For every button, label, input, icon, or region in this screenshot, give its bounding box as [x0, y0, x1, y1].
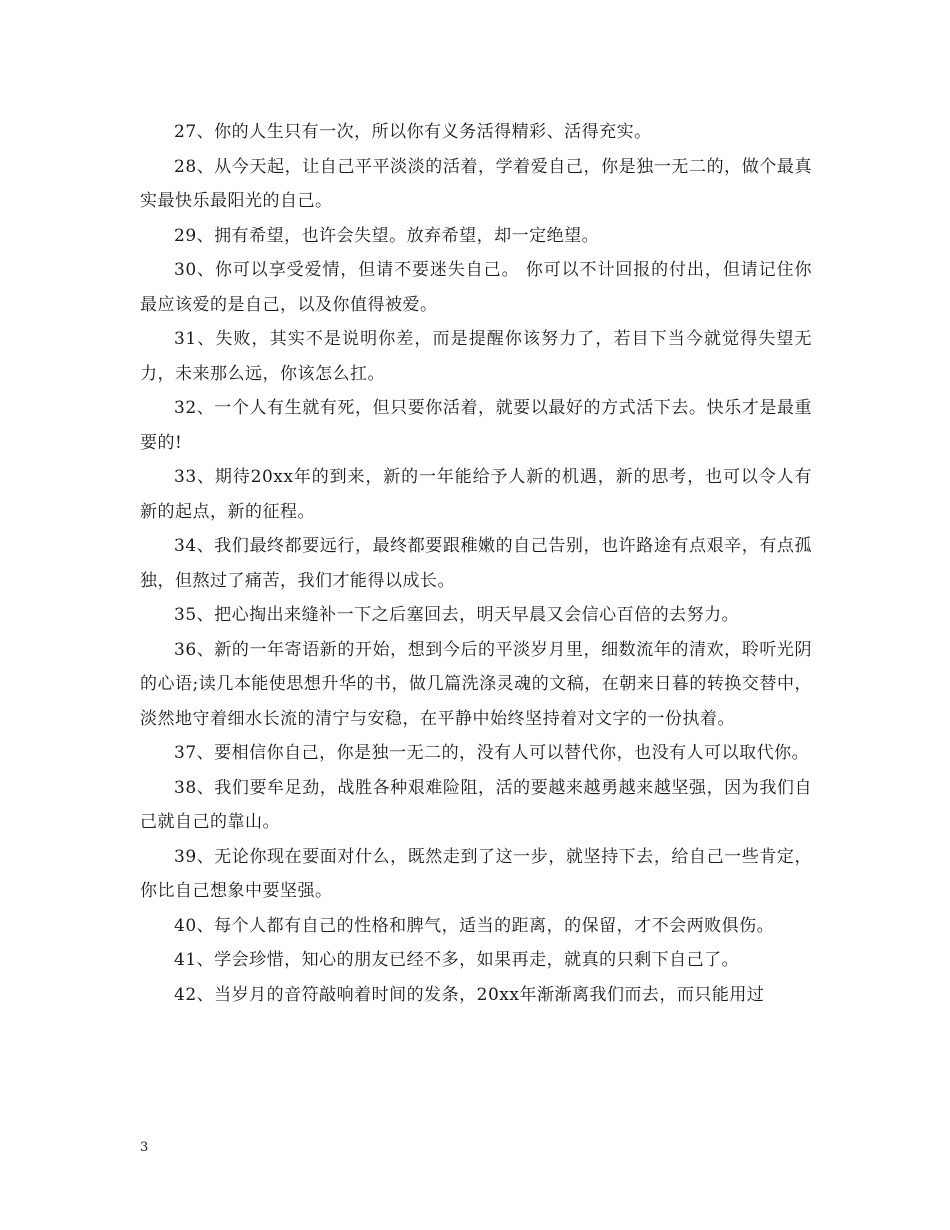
paragraph-34: 34、我们最终都要远行，最终都要跟稚嫩的自己告别，也许路途有点艰辛，有点孤独，但熬过了痛苦，我们才能得以成长。	[140, 536, 812, 591]
paragraph-37: 37、要相信你自己，你是独一无二的，没有人可以替代你，也没有人可以取代你。	[174, 743, 810, 763]
document-body	[140, 115, 812, 1012]
page-number: 3	[140, 1140, 149, 1155]
paragraph-33: 33、期待20xx年的到来，新的一年能给予人新的机遇，新的思考，也可以令人有新的起点，新的征程。	[140, 467, 812, 522]
paragraph-35: 35、把心掏出来缝补一下之后塞回去，明天早晨又会信心百倍的去努力。	[174, 605, 740, 625]
paragraph-30: 30、你可以享受爱情，但请不要迷失自己。 你可以不计回报的付出，但请记住你最应该爱的是自己，以及你值得被爱。	[140, 260, 812, 315]
paragraph-32: 32、一个人有生就有死，但只要你活着，就要以最好的方式活下去。快乐才是最重要的!	[140, 398, 812, 453]
paragraph-38: 38、我们要牟足劲，战胜各种艰难险阻，活的要越来越勇越来越坚强，因为我们自己就自己的靠山。	[140, 777, 812, 832]
paragraph-29: 29、拥有希望，也许会失望。放弃希望，却一定绝望。	[174, 225, 600, 246]
paragraph-40: 40、每个人都有自己的性格和脾气，适当的距离，的保留，才不会两败俱伤。	[174, 915, 775, 936]
paragraph-31: 31、失败，其实不是说明你差，而是提醒你该努力了，若目下当今就觉得失望无力，未来那么远，你该怎么扛。	[140, 329, 812, 384]
paragraph-39: 39、无论你现在要面对什么，既然走到了这一步，就坚持下去，给自己一些肯定，你比自己想象中要坚强。	[140, 846, 812, 901]
paragraph-28: 28、从今天起，让自己平平淡淡的活着，学着爱自己，你是独一无二的，做个最真实最快乐最阳光的自己。	[140, 156, 812, 211]
paragraph-41: 41、学会珍惜，知心的朋友已经不多，如果再走，就真的只剩下自己了。	[174, 950, 740, 970]
paragraph-36: 36、新的一年寄语新的开始，想到今后的平淡岁月里，细数流年的清欢，聆听光阴的心语;读几本能使思想升华的书，做几篇洗涤灵魂的文稿，在朝来日暮的转换交替中，淡然地守着细水长流的清宁与安稳，在平静中始终坚持着对文字的一份执着。	[140, 639, 812, 729]
paragraph-42: 42、当岁月的音符敲响着时间的发条，20xx年渐渐离我们而去，而只能用过	[174, 984, 765, 1005]
paragraph-27: 27、你的人生只有一次，所以你有义务活得精彩、活得充实。	[174, 122, 652, 142]
